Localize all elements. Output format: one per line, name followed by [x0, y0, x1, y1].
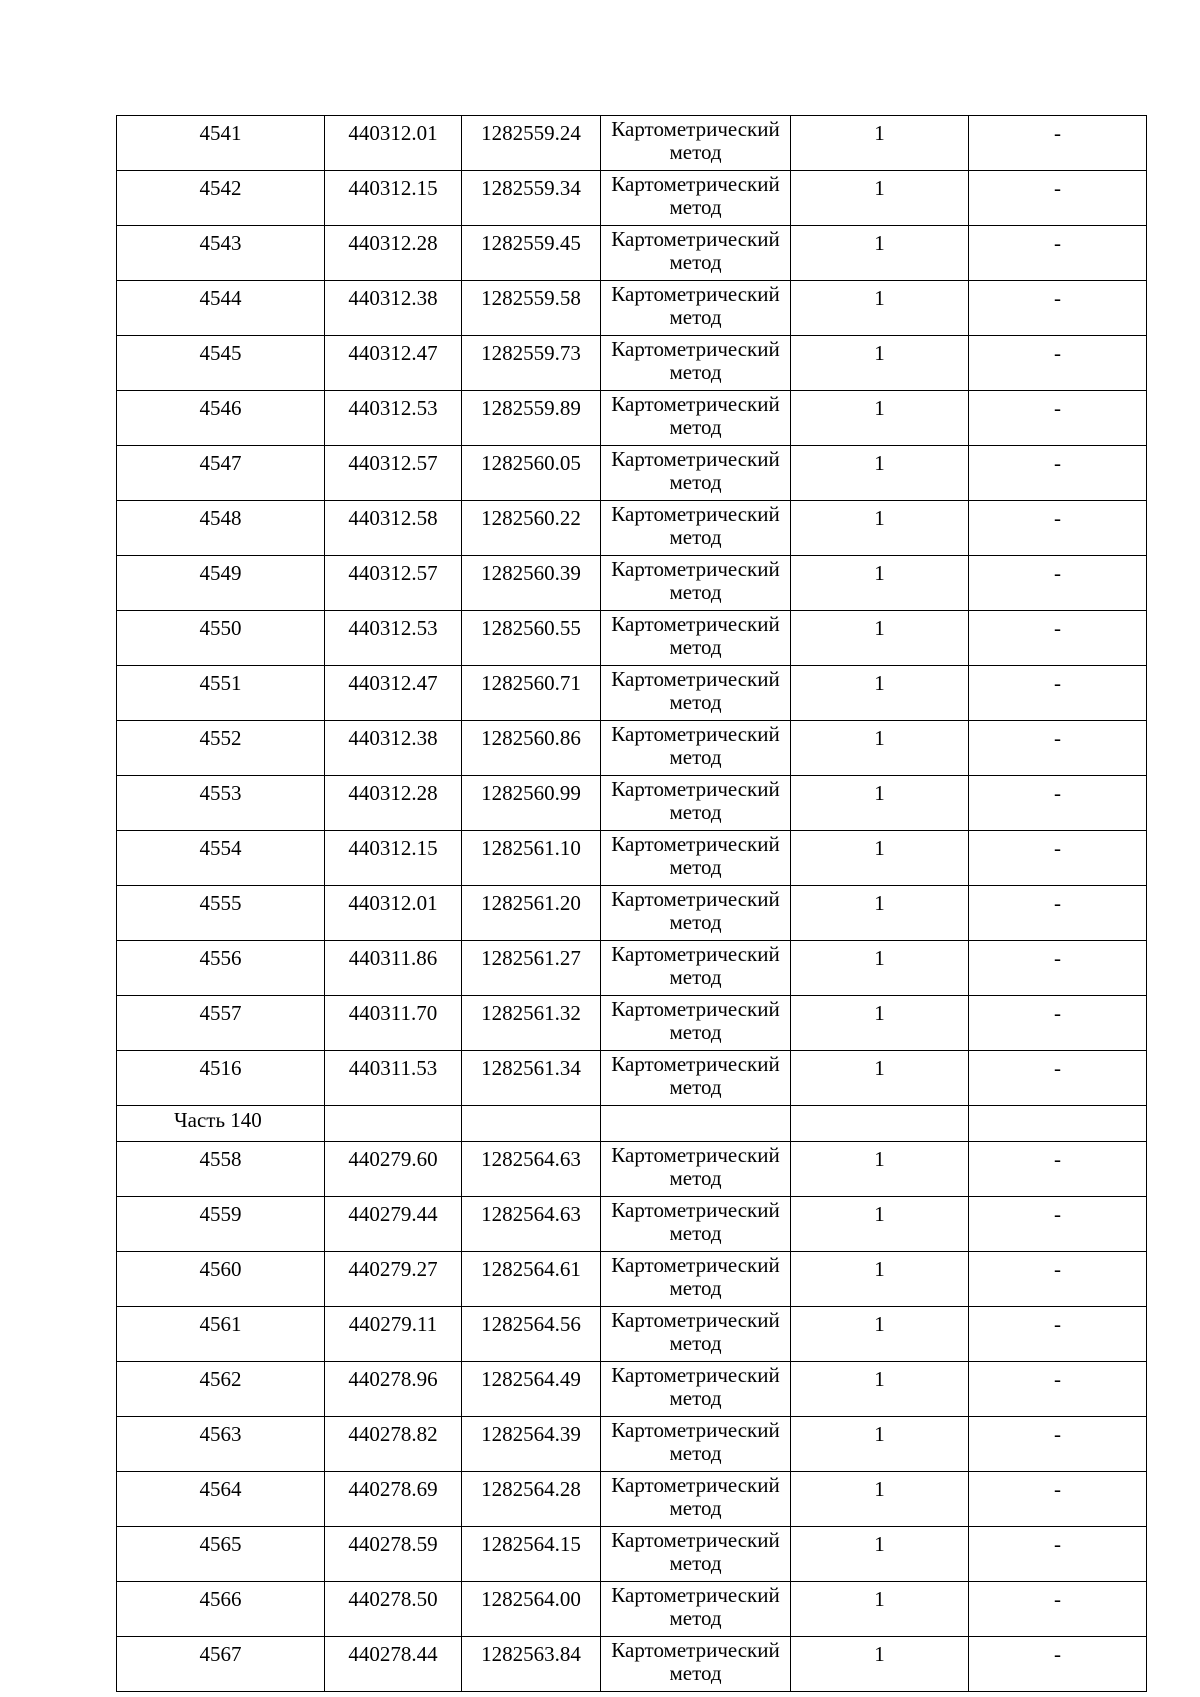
- y-coordinate-cell: 1282564.56: [462, 1307, 601, 1362]
- method-line-2: метод: [669, 1551, 722, 1575]
- x-coordinate-cell: 440312.28: [325, 776, 462, 831]
- point-number-cell: 4544: [117, 281, 325, 336]
- x-coordinate-cell: 440312.58: [325, 501, 462, 556]
- y-coordinate-cell: 1282560.22: [462, 501, 601, 556]
- note-cell: -: [969, 721, 1147, 776]
- x-coordinate-cell: 440279.11: [325, 1307, 462, 1362]
- note-cell: -: [969, 556, 1147, 611]
- table-row: [117, 391, 1147, 446]
- method-line-2: метод: [669, 1661, 722, 1685]
- method-line-1: Картометрический: [611, 667, 780, 691]
- method-line-1: Картометрический: [611, 1198, 780, 1222]
- method-line-1: Картометрический: [611, 1052, 780, 1076]
- note-cell: -: [969, 1142, 1147, 1197]
- x-coordinate-cell: 440279.60: [325, 1142, 462, 1197]
- y-coordinate-cell: 1282560.71: [462, 666, 601, 721]
- method-cell: [601, 831, 791, 886]
- table-row: [117, 501, 1147, 556]
- accuracy-cell: 1: [791, 721, 969, 776]
- accuracy-cell: 1: [791, 1417, 969, 1472]
- table-row: [117, 281, 1147, 336]
- method-cell: [601, 446, 791, 501]
- table-row: [117, 556, 1147, 611]
- method-cell: [601, 1637, 791, 1692]
- method-cell: [601, 611, 791, 666]
- y-coordinate-cell: 1282560.55: [462, 611, 601, 666]
- note-cell: -: [969, 116, 1147, 171]
- method-line-1: Картометрический: [611, 722, 780, 746]
- accuracy-cell: 1: [791, 1582, 969, 1637]
- y-coordinate-cell: 1282563.84: [462, 1637, 601, 1692]
- method-line-2: метод: [669, 525, 722, 549]
- part-label: Часть 140: [117, 1106, 325, 1142]
- table-row: [117, 886, 1147, 941]
- method-line-2: метод: [669, 1496, 722, 1520]
- point-number-cell: 4543: [117, 226, 325, 281]
- y-coordinate-cell: 1282561.10: [462, 831, 601, 886]
- accuracy-cell: 1: [791, 391, 969, 446]
- empty-cell: [791, 1106, 969, 1142]
- method-line-1: Картометрический: [611, 1253, 780, 1277]
- method-cell: [601, 1472, 791, 1527]
- x-coordinate-cell: 440312.57: [325, 446, 462, 501]
- method-line-2: метод: [669, 1331, 722, 1355]
- table-row: [117, 1637, 1147, 1692]
- table-row: [117, 666, 1147, 721]
- method-line-2: метод: [669, 1441, 722, 1465]
- method-line-2: метод: [669, 250, 722, 274]
- method-line-2: метод: [669, 360, 722, 384]
- table-row: [117, 1142, 1147, 1197]
- table-row: [117, 996, 1147, 1051]
- method-cell: [601, 1582, 791, 1637]
- method-line-2: метод: [669, 965, 722, 989]
- note-cell: -: [969, 171, 1147, 226]
- method-line-1: Картометрический: [611, 887, 780, 911]
- table-row: [117, 1472, 1147, 1527]
- y-coordinate-cell: 1282560.39: [462, 556, 601, 611]
- note-cell: -: [969, 1197, 1147, 1252]
- point-number-cell: 4546: [117, 391, 325, 446]
- note-cell: -: [969, 336, 1147, 391]
- empty-cell: [601, 1106, 791, 1142]
- method-line-1: Картометрический: [611, 227, 780, 251]
- x-coordinate-cell: 440312.38: [325, 281, 462, 336]
- point-number-cell: 4554: [117, 831, 325, 886]
- method-line-2: метод: [669, 1020, 722, 1044]
- x-coordinate-cell: 440312.53: [325, 611, 462, 666]
- x-coordinate-cell: 440279.27: [325, 1252, 462, 1307]
- y-coordinate-cell: 1282564.15: [462, 1527, 601, 1582]
- method-line-1: Картометрический: [611, 832, 780, 856]
- y-coordinate-cell: 1282561.20: [462, 886, 601, 941]
- method-line-1: Картометрический: [611, 337, 780, 361]
- method-line-1: Картометрический: [611, 1583, 780, 1607]
- note-cell: -: [969, 281, 1147, 336]
- method-line-2: метод: [669, 580, 722, 604]
- point-number-cell: 4555: [117, 886, 325, 941]
- y-coordinate-cell: 1282564.49: [462, 1362, 601, 1417]
- method-line-2: метод: [669, 470, 722, 494]
- method-line-2: метод: [669, 305, 722, 329]
- method-line-1: Картометрический: [611, 282, 780, 306]
- accuracy-cell: 1: [791, 116, 969, 171]
- point-number-cell: 4547: [117, 446, 325, 501]
- point-number-cell: 4567: [117, 1637, 325, 1692]
- method-line-1: Картометрический: [611, 612, 780, 636]
- method-line-2: метод: [669, 1166, 722, 1190]
- note-cell: -: [969, 1472, 1147, 1527]
- method-cell: [601, 501, 791, 556]
- point-number-cell: 4560: [117, 1252, 325, 1307]
- method-cell: [601, 281, 791, 336]
- y-coordinate-cell: 1282559.24: [462, 116, 601, 171]
- note-cell: -: [969, 886, 1147, 941]
- method-line-2: метод: [669, 635, 722, 659]
- method-cell: [601, 1197, 791, 1252]
- method-line-1: Картометрический: [611, 392, 780, 416]
- method-line-1: Картометрический: [611, 117, 780, 141]
- method-cell: [601, 996, 791, 1051]
- method-line-1: Картометрический: [611, 1363, 780, 1387]
- point-number-cell: 4548: [117, 501, 325, 556]
- method-line-1: Картометрический: [611, 447, 780, 471]
- y-coordinate-cell: 1282561.34: [462, 1051, 601, 1106]
- note-cell: -: [969, 941, 1147, 996]
- method-cell: [601, 556, 791, 611]
- accuracy-cell: 1: [791, 226, 969, 281]
- accuracy-cell: 1: [791, 171, 969, 226]
- method-line-1: Картометрический: [611, 1473, 780, 1497]
- y-coordinate-cell: 1282564.63: [462, 1142, 601, 1197]
- note-cell: -: [969, 831, 1147, 886]
- point-number-cell: 4558: [117, 1142, 325, 1197]
- point-number-cell: 4553: [117, 776, 325, 831]
- method-cell: [601, 721, 791, 776]
- coordinates-table-body: [117, 116, 1147, 1692]
- x-coordinate-cell: 440279.44: [325, 1197, 462, 1252]
- point-number-cell: 4551: [117, 666, 325, 721]
- method-line-2: метод: [669, 415, 722, 439]
- note-cell: -: [969, 391, 1147, 446]
- accuracy-cell: 1: [791, 336, 969, 391]
- note-cell: -: [969, 446, 1147, 501]
- table-row: [117, 226, 1147, 281]
- x-coordinate-cell: 440311.53: [325, 1051, 462, 1106]
- method-line-1: Картометрический: [611, 1143, 780, 1167]
- y-coordinate-cell: 1282559.58: [462, 281, 601, 336]
- point-number-cell: 4542: [117, 171, 325, 226]
- table-row: [117, 1582, 1147, 1637]
- point-number-cell: 4516: [117, 1051, 325, 1106]
- point-number-cell: 4557: [117, 996, 325, 1051]
- accuracy-cell: 1: [791, 556, 969, 611]
- x-coordinate-cell: 440311.86: [325, 941, 462, 996]
- table-row: [117, 1197, 1147, 1252]
- table-row: [117, 1417, 1147, 1472]
- note-cell: -: [969, 776, 1147, 831]
- method-cell: [601, 171, 791, 226]
- method-cell: [601, 886, 791, 941]
- empty-cell: [325, 1106, 462, 1142]
- x-coordinate-cell: 440278.44: [325, 1637, 462, 1692]
- method-cell: [601, 1142, 791, 1197]
- x-coordinate-cell: 440278.50: [325, 1582, 462, 1637]
- point-number-cell: 4541: [117, 116, 325, 171]
- note-cell: -: [969, 1527, 1147, 1582]
- method-cell: [601, 226, 791, 281]
- note-cell: -: [969, 1252, 1147, 1307]
- method-line-1: Картометрический: [611, 172, 780, 196]
- point-number-cell: 4561: [117, 1307, 325, 1362]
- method-line-2: метод: [669, 1221, 722, 1245]
- accuracy-cell: 1: [791, 831, 969, 886]
- point-number-cell: 4565: [117, 1527, 325, 1582]
- coordinates-table: [116, 115, 1147, 1692]
- x-coordinate-cell: 440312.47: [325, 336, 462, 391]
- accuracy-cell: 1: [791, 996, 969, 1051]
- x-coordinate-cell: 440278.82: [325, 1417, 462, 1472]
- method-cell: [601, 776, 791, 831]
- y-coordinate-cell: 1282561.32: [462, 996, 601, 1051]
- x-coordinate-cell: 440312.01: [325, 116, 462, 171]
- y-coordinate-cell: 1282564.61: [462, 1252, 601, 1307]
- method-cell: [601, 1307, 791, 1362]
- x-coordinate-cell: 440312.53: [325, 391, 462, 446]
- accuracy-cell: 1: [791, 941, 969, 996]
- note-cell: -: [969, 1307, 1147, 1362]
- method-line-2: метод: [669, 690, 722, 714]
- table-row: [117, 1362, 1147, 1417]
- y-coordinate-cell: 1282560.05: [462, 446, 601, 501]
- x-coordinate-cell: 440312.38: [325, 721, 462, 776]
- table-row: [117, 776, 1147, 831]
- method-line-2: метод: [669, 1386, 722, 1410]
- accuracy-cell: 1: [791, 611, 969, 666]
- table-row: [117, 721, 1147, 776]
- y-coordinate-cell: 1282559.34: [462, 171, 601, 226]
- note-cell: -: [969, 1582, 1147, 1637]
- accuracy-cell: 1: [791, 1637, 969, 1692]
- x-coordinate-cell: 440312.57: [325, 556, 462, 611]
- x-coordinate-cell: 440278.69: [325, 1472, 462, 1527]
- method-cell: [601, 1417, 791, 1472]
- accuracy-cell: 1: [791, 1527, 969, 1582]
- y-coordinate-cell: 1282559.73: [462, 336, 601, 391]
- note-cell: -: [969, 666, 1147, 721]
- point-number-cell: 4550: [117, 611, 325, 666]
- method-line-1: Картометрический: [611, 997, 780, 1021]
- x-coordinate-cell: 440312.01: [325, 886, 462, 941]
- y-coordinate-cell: 1282560.86: [462, 721, 601, 776]
- note-cell: -: [969, 611, 1147, 666]
- table-row: [117, 446, 1147, 501]
- note-cell: -: [969, 501, 1147, 556]
- y-coordinate-cell: 1282564.63: [462, 1197, 601, 1252]
- point-number-cell: 4563: [117, 1417, 325, 1472]
- method-cell: [601, 336, 791, 391]
- y-coordinate-cell: 1282564.28: [462, 1472, 601, 1527]
- method-cell: [601, 1051, 791, 1106]
- method-line-1: Картометрический: [611, 1308, 780, 1332]
- table-row: [117, 171, 1147, 226]
- method-line-2: метод: [669, 1606, 722, 1630]
- method-line-2: метод: [669, 745, 722, 769]
- note-cell: -: [969, 1051, 1147, 1106]
- table-row: [117, 116, 1147, 171]
- x-coordinate-cell: 440312.47: [325, 666, 462, 721]
- accuracy-cell: 1: [791, 281, 969, 336]
- point-number-cell: 4556: [117, 941, 325, 996]
- table-row: [117, 336, 1147, 391]
- method-cell: [601, 666, 791, 721]
- table-row: [117, 1527, 1147, 1582]
- accuracy-cell: 1: [791, 886, 969, 941]
- method-line-2: метод: [669, 910, 722, 934]
- accuracy-cell: 1: [791, 446, 969, 501]
- x-coordinate-cell: 440278.59: [325, 1527, 462, 1582]
- table-row: [117, 1307, 1147, 1362]
- accuracy-cell: 1: [791, 1197, 969, 1252]
- note-cell: -: [969, 1417, 1147, 1472]
- method-line-2: метод: [669, 855, 722, 879]
- accuracy-cell: 1: [791, 1051, 969, 1106]
- accuracy-cell: 1: [791, 1252, 969, 1307]
- accuracy-cell: 1: [791, 1142, 969, 1197]
- method-line-1: Картометрический: [611, 1638, 780, 1662]
- point-number-cell: 4566: [117, 1582, 325, 1637]
- method-line-2: метод: [669, 140, 722, 164]
- point-number-cell: 4545: [117, 336, 325, 391]
- method-line-1: Картометрический: [611, 1528, 780, 1552]
- note-cell: -: [969, 1637, 1147, 1692]
- point-number-cell: 4564: [117, 1472, 325, 1527]
- point-number-cell: 4552: [117, 721, 325, 776]
- accuracy-cell: 1: [791, 1472, 969, 1527]
- point-number-cell: 4562: [117, 1362, 325, 1417]
- method-line-2: метод: [669, 195, 722, 219]
- point-number-cell: 4559: [117, 1197, 325, 1252]
- method-cell: [601, 391, 791, 446]
- y-coordinate-cell: 1282564.39: [462, 1417, 601, 1472]
- method-line-1: Картометрический: [611, 777, 780, 801]
- accuracy-cell: 1: [791, 501, 969, 556]
- x-coordinate-cell: 440278.96: [325, 1362, 462, 1417]
- method-line-1: Картометрический: [611, 1418, 780, 1442]
- y-coordinate-cell: 1282559.45: [462, 226, 601, 281]
- method-line-1: Картометрический: [611, 942, 780, 966]
- y-coordinate-cell: 1282564.00: [462, 1582, 601, 1637]
- document-page: [116, 115, 1146, 1692]
- method-cell: [601, 1362, 791, 1417]
- method-line-2: метод: [669, 800, 722, 824]
- table-row: [117, 1051, 1147, 1106]
- x-coordinate-cell: 440312.15: [325, 171, 462, 226]
- table-row: [117, 1252, 1147, 1307]
- y-coordinate-cell: 1282560.99: [462, 776, 601, 831]
- table-row: [117, 831, 1147, 886]
- note-cell: -: [969, 226, 1147, 281]
- table-row: [117, 611, 1147, 666]
- method-cell: [601, 941, 791, 996]
- method-line-2: метод: [669, 1075, 722, 1099]
- x-coordinate-cell: 440312.15: [325, 831, 462, 886]
- method-cell: [601, 1527, 791, 1582]
- y-coordinate-cell: 1282561.27: [462, 941, 601, 996]
- x-coordinate-cell: 440311.70: [325, 996, 462, 1051]
- part-header-row: [117, 1106, 1147, 1142]
- x-coordinate-cell: 440312.28: [325, 226, 462, 281]
- method-cell: [601, 116, 791, 171]
- accuracy-cell: 1: [791, 666, 969, 721]
- empty-cell: [462, 1106, 601, 1142]
- method-line-1: Картометрический: [611, 502, 780, 526]
- note-cell: -: [969, 996, 1147, 1051]
- accuracy-cell: 1: [791, 1362, 969, 1417]
- point-number-cell: 4549: [117, 556, 325, 611]
- accuracy-cell: 1: [791, 1307, 969, 1362]
- note-cell: -: [969, 1362, 1147, 1417]
- accuracy-cell: 1: [791, 776, 969, 831]
- table-row: [117, 941, 1147, 996]
- empty-cell: [969, 1106, 1147, 1142]
- method-line-1: Картометрический: [611, 557, 780, 581]
- method-line-2: метод: [669, 1276, 722, 1300]
- method-cell: [601, 1252, 791, 1307]
- y-coordinate-cell: 1282559.89: [462, 391, 601, 446]
